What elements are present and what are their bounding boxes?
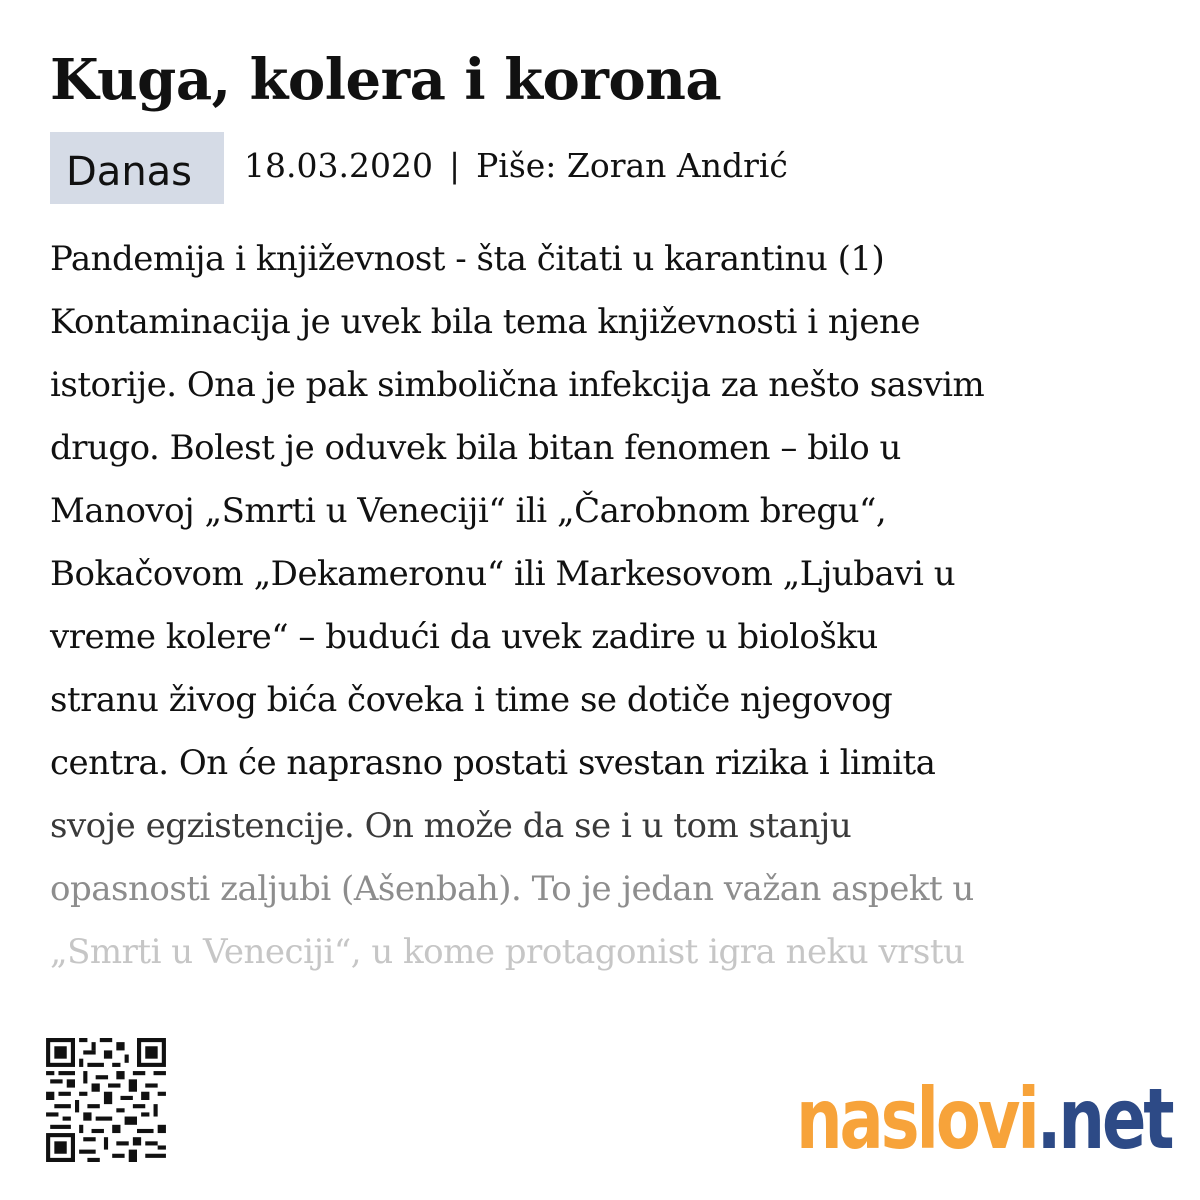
article-author: Piše: Zoran Andrić — [476, 146, 788, 185]
logo-net: .net — [1036, 1070, 1172, 1168]
body-line: istorije. Ona je pak simbolična infekcija za nešto sasvim — [50, 365, 985, 405]
body-line-faded: „Smrti u Veneciji“, u kome protagonist igra neku vrstu — [50, 932, 965, 972]
body-line: Manovoj „Smrti u Veneciji“ ili „Čarobnom bregu“, — [50, 491, 887, 531]
body-line-faded: opasnosti zaljubi (Ašenbah). To je jedan važan aspekt u — [50, 869, 974, 909]
naslovi-net-logo[interactable] — [796, 1064, 1171, 1174]
article-date: 18.03.2020 — [244, 146, 433, 185]
body-line: stranu živog bića čoveka i time se dotiče njegovog — [50, 680, 893, 720]
body-line: Bokačovom „Dekameronu“ ili Markesovom „Ljubavi u — [50, 554, 956, 594]
body-line: drugo. Bolest je oduvek bila bitan fenomen – bilo u — [50, 428, 901, 468]
qr-code-icon[interactable] — [46, 1038, 166, 1162]
body-line: centra. On će naprasno postati svestan rizika i limita — [50, 743, 936, 783]
source-badge[interactable]: Danas — [50, 132, 224, 204]
body-line: vreme kolere“ – budući da uvek zadire u biološku — [50, 617, 878, 657]
logo-naslovi: naslovi — [796, 1070, 1037, 1168]
article-title: Kuga, kolera i korona — [50, 47, 722, 113]
meta-separator: | — [448, 146, 461, 185]
body-line: Kontaminacija je uvek bila tema književnosti i njene — [50, 302, 920, 342]
body-line-fading: svoje egzistencije. On može da se i u tom stanju — [50, 806, 852, 846]
article-body — [50, 228, 1160, 984]
body-line: Pandemija i književnost - šta čitati u karantinu (1) — [50, 239, 885, 279]
article-meta — [244, 136, 788, 196]
